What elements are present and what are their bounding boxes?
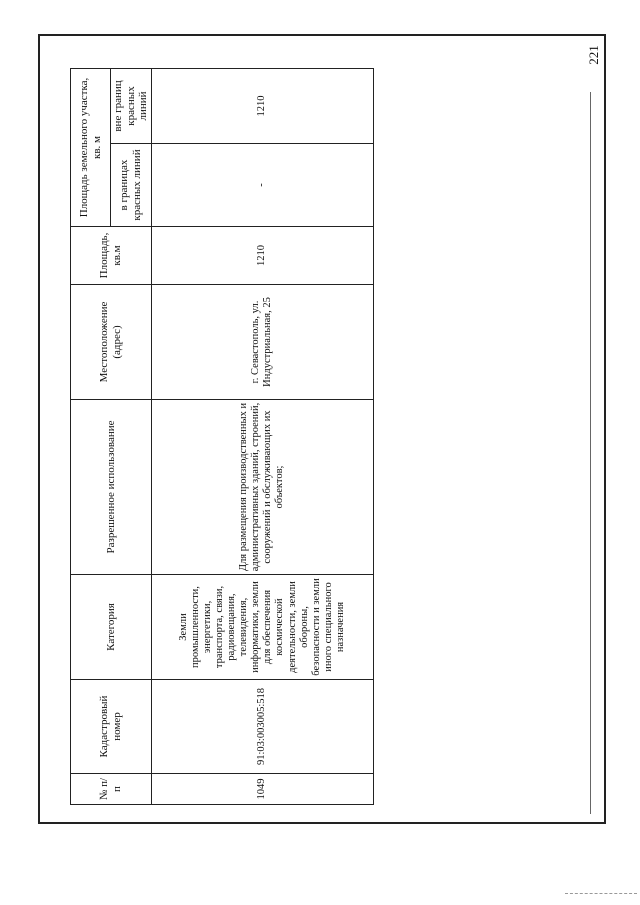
table-container: [70, 69, 356, 805]
page-number-container: [577, 30, 607, 80]
cell-outside: 1210: [151, 68, 373, 143]
header-cadastral: Кадастровый номер: [71, 680, 152, 774]
header-location: Местоположение (адрес): [71, 285, 152, 400]
header-usage: Разрешенное использование: [71, 400, 152, 575]
cell-area: 1210: [151, 227, 373, 285]
cell-location: г. Севастополь, ул. Индустриальная, 25: [151, 285, 373, 400]
header-area: Площадь, кв.м: [71, 227, 152, 285]
scan-edge-mark: [565, 893, 637, 894]
margin-rule: [590, 92, 591, 814]
cell-within: -: [151, 144, 373, 227]
header-outside-red-lines: вне границ красных линий: [111, 68, 152, 143]
header-num: № п/п: [71, 774, 152, 805]
land-plots-table: [70, 68, 374, 805]
header-plot-area: Площадь земельного участка, кв. м: [71, 68, 111, 226]
header-within-red-lines: в границах красных линий: [111, 144, 152, 227]
cell-category: Земли промышленности, энергетики, транспорта, связи, радиовещания, телевидения, информатики, земли для обеспечения космической деятельности, земли обороны, безопасности и земли иного специального назначения: [151, 575, 373, 680]
header-category: Категория: [71, 575, 152, 680]
cell-usage: Для размещения производственных и административных зданий, строений, сооружений и обслуживающих их объектов;: [151, 400, 373, 575]
cell-cadastral: 91:03:003005:518: [151, 680, 373, 774]
table-row: [151, 68, 373, 804]
page-number: 221: [586, 45, 601, 65]
header-row-1: [71, 68, 111, 804]
cell-num: 1049: [151, 774, 373, 805]
